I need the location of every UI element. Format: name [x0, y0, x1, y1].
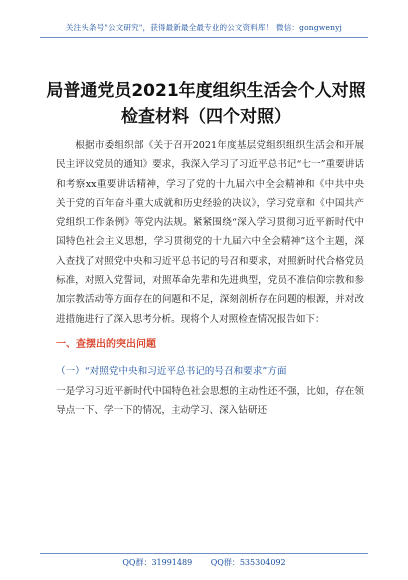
subsection-paragraph: 一是学习习近平新时代中国特色社会思想的主动性还不强，比如，存在领导点一下、学一下的情况，主动学习、深入钻研还: [56, 385, 364, 416]
section-heading: 一、查摆出的突出问题: [56, 338, 156, 350]
subsection-heading: （一）“对照党中央和习近平总书记的号召和要求”方面: [56, 366, 287, 378]
footer-qq-group-2: QQ群：535304092: [210, 558, 286, 567]
document-body: [56, 136, 364, 420]
footer-qq-group-1: QQ群：31991489: [122, 558, 193, 567]
footer: [0, 557, 408, 568]
header-note: 关注头条号"公文研究"，获得最新最全最专业的公文资料库！ 微信：gongwenyj: [65, 23, 343, 32]
page-title: 局普通党员2021年度组织生活会个人对照检查材料（四个对照）: [46, 81, 366, 127]
footer-divider: [40, 553, 368, 554]
intro-paragraph: 根据市委组织部《关于召开2021年度基层党组织组织生活会和开展民主评议党员的通知》要求，我深入学习了习近平总书记“七一”重要讲话和考察xx重要讲话精神，学习了党的十九届六中全会精神和《中共中央关于党的百年奋斗重大成就和历史经验的决议》，学习党章和《中国共产党组织工作条例》等党内法规。紧紧围绕“深入学习贯彻习近平新时代中国特色社会主义思想，学习贯彻党的十九届六中全会精神”这个主题，深入查找了对照党中央和习近平总书记的号召和要求，对照新时代合格党员标准，对照入党誓词，对照革命先辈和先进典型，党员不准信仰宗教和参加宗教活动等方面存在的问题和不足，深刻剖析存在问题的根源，并对改进措施进行了深入思考分析。现将个人对照检查情况报告如下：: [56, 140, 364, 325]
header-divider: [40, 37, 368, 38]
